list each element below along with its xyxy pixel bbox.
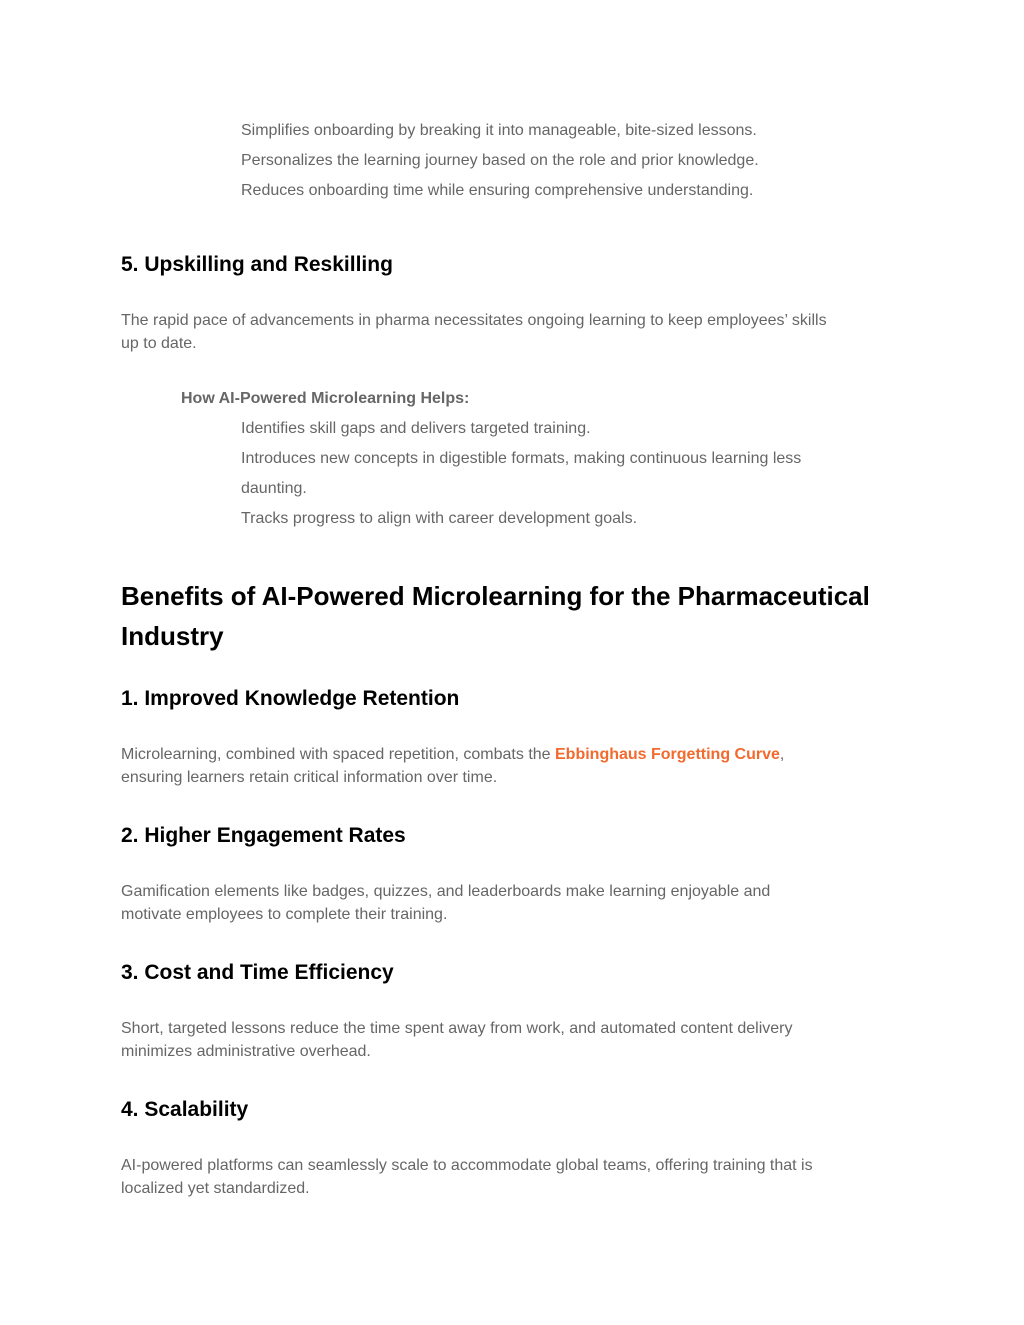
- upskilling-bullet-2-cont: daunting.: [241, 480, 307, 497]
- cost-heading: 3. Cost and Time Efficiency: [121, 961, 394, 984]
- retention-text-after: ,: [779, 746, 785, 763]
- retention-paragraph-line-2: ensuring learners retain critical information over time.: [121, 769, 498, 786]
- scalability-paragraph-line-2: localized yet standardized.: [121, 1180, 310, 1197]
- engagement-paragraph-line-2: motivate employees to complete their training.: [121, 906, 448, 923]
- retention-heading: 1. Improved Knowledge Retention: [121, 687, 460, 710]
- ebbinghaus-link[interactable]: Ebbinghaus Forgetting Curve: [555, 746, 780, 763]
- cost-paragraph-line-1: Short, targeted lessons reduce the time spent away from work, and automated content delivery: [121, 1020, 793, 1037]
- cost-paragraph-line-2: minimizes administrative overhead.: [121, 1043, 371, 1060]
- upskilling-helps-heading: How AI-Powered Microlearning Helps:: [181, 390, 470, 407]
- scalability-heading: 4. Scalability: [121, 1098, 249, 1121]
- engagement-paragraph-line-1: Gamification elements like badges, quizzes, and leaderboards make learning enjoyable and: [121, 883, 771, 900]
- benefits-title-line-1: Benefits of AI-Powered Microlearning for the Pharmaceutical: [121, 581, 870, 611]
- retention-paragraph-line-1: [121, 743, 784, 766]
- onboarding-bullet-1: Simplifies onboarding by breaking it into manageable, bite-sized lessons.: [241, 122, 757, 139]
- upskilling-bullet-3: Tracks progress to align with career development goals.: [241, 510, 638, 527]
- retention-text-before: Microlearning, combined with spaced repetition, combats the: [121, 746, 555, 763]
- upskilling-heading: 5. Upskilling and Reskilling: [121, 253, 393, 276]
- upskilling-bullet-1: Identifies skill gaps and delivers targeted training.: [241, 420, 591, 437]
- onboarding-bullet-2: Personalizes the learning journey based on the role and prior knowledge.: [241, 152, 759, 169]
- engagement-heading: 2. Higher Engagement Rates: [121, 824, 406, 847]
- benefits-title-line-2: Industry: [121, 621, 224, 651]
- upskilling-paragraph-line-1: The rapid pace of advancements in pharma necessitates ongoing learning to keep employees’ skills: [121, 312, 827, 329]
- onboarding-bullet-3: Reduces onboarding time while ensuring comprehensive understanding.: [241, 182, 754, 199]
- upskilling-paragraph-line-2: up to date.: [121, 335, 197, 352]
- upskilling-bullet-2: Introduces new concepts in digestible formats, making continuous learning less: [241, 450, 802, 467]
- scalability-paragraph-line-1: AI-powered platforms can seamlessly scale to accommodate global teams, offering training that is: [121, 1157, 813, 1174]
